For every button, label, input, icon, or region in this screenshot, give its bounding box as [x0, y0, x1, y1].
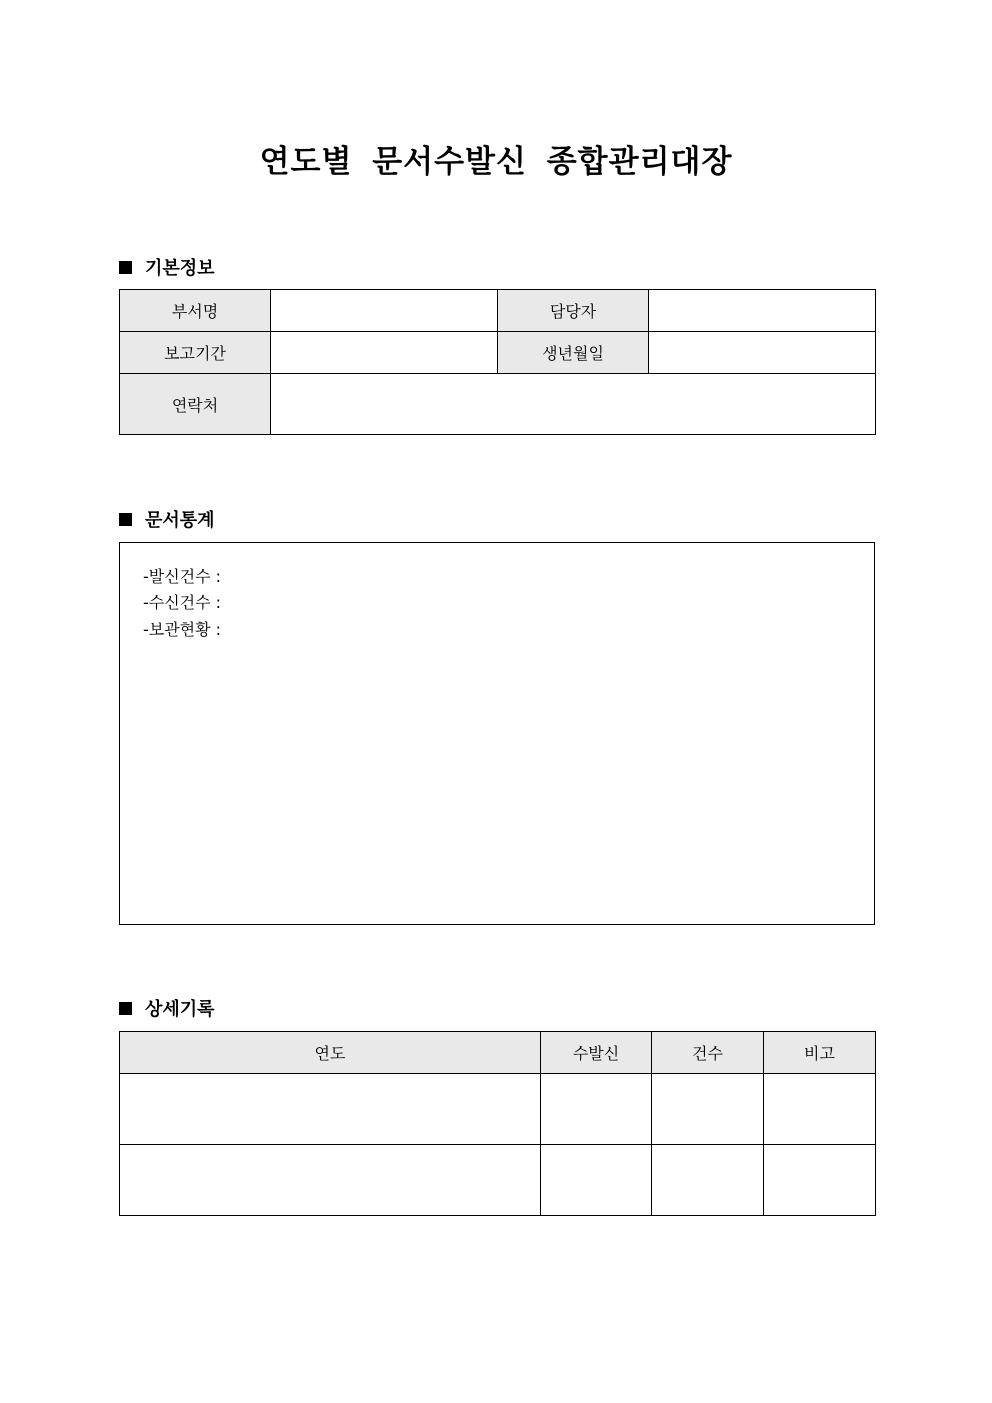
sent-count-line: -발신건수 : — [143, 567, 222, 586]
section-heading-statistics — [119, 506, 215, 532]
table-row — [120, 1145, 876, 1216]
section-heading-label: 문서통계 — [145, 510, 215, 531]
table-header-row — [120, 1032, 876, 1074]
document-title: 연도별 문서수발신 종합관리대장 — [259, 144, 733, 180]
storage-status-line: -보관현황 : — [143, 620, 222, 639]
square-bullet-icon — [119, 261, 132, 274]
statistics-box[interactable] — [119, 542, 875, 925]
column-header-year: 연도 — [120, 1032, 541, 1074]
year-cell[interactable] — [120, 1145, 541, 1216]
department-field[interactable] — [271, 290, 498, 332]
section-heading-basic-info — [119, 254, 215, 280]
section-heading-label: 기본정보 — [145, 258, 215, 279]
column-header-send-receive: 수발신 — [541, 1032, 652, 1074]
manager-label: 담당자 — [498, 290, 649, 332]
report-period-label: 보고기간 — [120, 332, 271, 374]
count-cell[interactable] — [652, 1074, 764, 1145]
column-header-remarks: 비고 — [764, 1032, 876, 1074]
remarks-cell[interactable] — [764, 1145, 876, 1216]
detail-records-table — [119, 1031, 876, 1216]
square-bullet-icon — [119, 513, 132, 526]
year-cell[interactable] — [120, 1074, 541, 1145]
send-receive-cell[interactable] — [541, 1145, 652, 1216]
section-heading-label: 상세기록 — [145, 999, 215, 1020]
manager-field[interactable] — [649, 290, 876, 332]
column-header-count: 건수 — [652, 1032, 764, 1074]
birth-date-label: 생년월일 — [498, 332, 649, 374]
basic-info-table — [119, 289, 876, 435]
contact-label: 연락처 — [120, 374, 271, 435]
table-row — [120, 1074, 876, 1145]
contact-field[interactable] — [271, 374, 876, 435]
department-label: 부서명 — [120, 290, 271, 332]
count-cell[interactable] — [652, 1145, 764, 1216]
report-period-field[interactable] — [271, 332, 498, 374]
remarks-cell[interactable] — [764, 1074, 876, 1145]
square-bullet-icon — [119, 1002, 132, 1015]
received-count-line: -수신건수 : — [143, 593, 222, 612]
section-heading-details — [119, 995, 215, 1021]
birth-date-field[interactable] — [649, 332, 876, 374]
send-receive-cell[interactable] — [541, 1074, 652, 1145]
